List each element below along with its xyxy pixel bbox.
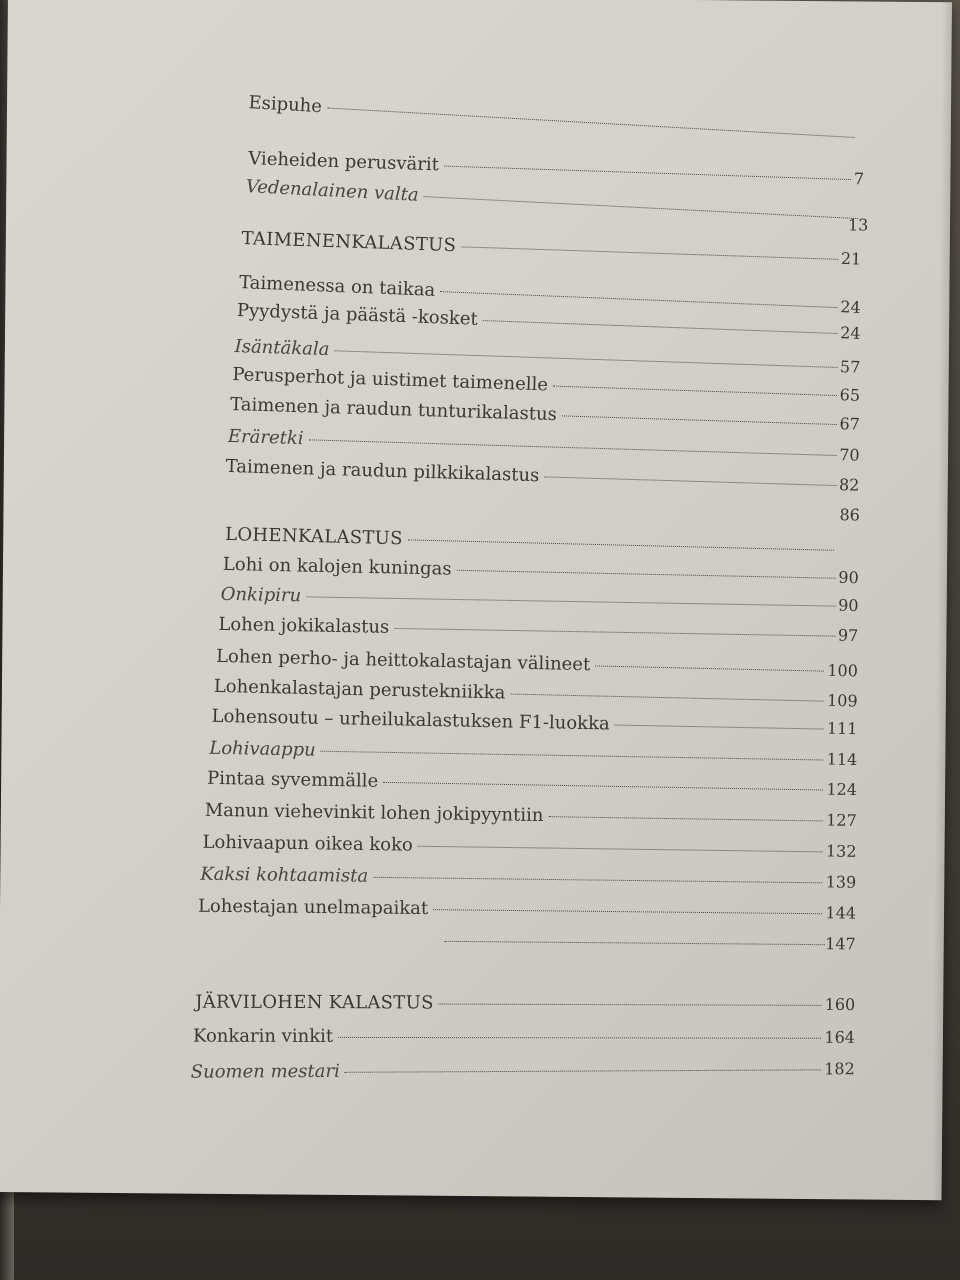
toc-entry [193,1026,855,1049]
toc-entry-title: Lohivaappu [209,737,316,761]
toc-entry-title: Vieheiden perusvärit [247,148,440,176]
toc-entry [223,554,859,589]
toc-entry [205,800,857,832]
toc-entry-page: 24 [839,323,861,343]
toc-entry-title: Manun viehevinkit lohen jokipyyntiin [204,799,544,827]
toc-entry [209,738,857,771]
toc-entry-page: 147 [825,934,856,954]
toc-dot-leader [424,196,859,219]
toc-entry-page: 124 [826,779,858,800]
toc-entry-page: 144 [825,903,857,923]
toc-entry [207,768,857,801]
toc-entry [200,864,856,894]
toc-dot-leader [383,782,823,791]
toc-entry-title: Vedenalainen valta [245,176,420,206]
toc-entry-title: Lohivaapun oikea koko [202,831,413,856]
toc-entry [191,1058,855,1083]
toc-entry-title: Taimenen ja raudun pilkkikalastus [225,455,540,487]
toc-entry-page: 160 [824,994,856,1014]
toc-entry-page: 82 [838,475,860,495]
toc-dot-leader [433,909,822,914]
toc-dot-leader [457,570,836,579]
toc-entry-page: 70 [839,445,860,465]
toc-entry-title: TAIMENENKALASTUS [241,228,457,257]
toc-entry-page: 109 [826,690,858,711]
toc-dot-leader [345,1069,821,1072]
toc-entry-title: Eräretki [227,425,304,450]
toc-entry-page: 111 [826,718,858,739]
toc-dot-leader [461,246,838,259]
toc-dot-leader [553,386,837,396]
toc-entry-title: Suomen mestari [190,1060,340,1083]
toc-entry [198,896,856,925]
toc-entry-page: 139 [825,872,857,892]
toc-dot-leader [334,350,837,368]
toc-dot-leader [483,320,838,334]
toc-dot-leader [544,476,836,486]
toc-dot-leader [327,107,855,138]
toc-entry-title: Lohen perho- ja heittokalastajan välineet [215,645,591,676]
toc-entry-title: Lohen jokikalastus [218,613,390,638]
toc-entry-page: 65 [839,385,861,405]
toc-entry-title: Konkarin vinkit [192,1025,334,1047]
toc-dot-leader [418,846,823,853]
toc-dot-leader [321,751,824,761]
toc-entry-page: 67 [839,414,861,434]
toc-entry-page: 7 [853,169,865,189]
toc-dot-leader [444,166,851,180]
toc-entry-title: Isäntäkala [234,335,330,361]
toc-dot-leader [562,415,837,425]
toc-dot-leader [306,596,835,606]
toc-dot-leader [394,628,835,637]
toc-entry-title: Lohensoutu – urheilukalastuksen F1-luokka [211,705,610,735]
toc-entry-title: LOHENKALASTUS [224,523,404,550]
toc-dot-leader [615,725,824,730]
toc-dot-leader [338,1037,821,1039]
toc-entry [440,930,856,956]
toc-dot-leader [548,816,823,821]
toc-dot-leader [595,665,824,671]
toc-entry-page: 164 [824,1027,856,1047]
toc-entry-page: 90 [838,595,859,616]
toc-entry-title: Lohenkalastajan perustekniikka [213,675,506,704]
toc-entry-page: 24 [839,297,862,317]
toc-entry [211,706,857,740]
toc-entry [220,584,858,617]
toc-dot-leader [440,291,837,308]
toc-entry [216,646,858,683]
toc-dot-leader [408,539,834,550]
toc-entry [218,614,858,647]
toc-entry-page: 182 [824,1059,855,1079]
toc-dot-leader [510,694,824,702]
toc-section-heading [241,228,861,271]
toc-entry-page: 127 [826,810,857,830]
toc-entry-page: 57 [839,357,861,377]
toc-entry-title: Lohestajan unelmapaikat [197,895,429,920]
toc-entry-page: 114 [826,749,858,770]
toc-entry-page: 97 [837,625,859,646]
toc-entry-title: Lohi on kalojen kuningas [222,553,452,580]
toc-entry-title: Taimenen ja raudun tunturikalastus [229,393,558,426]
toc-entry [202,832,856,863]
toc-entry-title: Taimenessa on taikaa [238,272,436,301]
toc-section-heading [195,992,855,1016]
toc-entry-title: Perusperhot ja uistimet taimenelle [232,363,549,396]
toc-entry-title: Esipuhe [247,92,323,118]
toc-dot-leader [308,439,836,456]
toc-entry-page: 100 [827,660,859,681]
toc-entry-title: Pyydystä ja päästä -kosket [236,300,479,330]
toc-entry-page: 132 [825,841,857,861]
toc-entry-title: Pintaa syvemmälle [206,767,379,792]
toc-entry-page: 21 [840,248,862,269]
toc-page-number: 13 [847,215,869,235]
toc-entry-title: JÄRVILOHEN KALASTUS [195,991,434,1014]
toc-dot-leader [439,1004,822,1006]
toc-dot-leader [445,941,825,945]
toc-page-number: 86 [839,505,860,525]
toc-entry-page: 90 [838,567,859,588]
toc-entry-title: Onkipiru [220,583,302,607]
toc-entry [248,92,858,148]
toc-dot-leader [373,877,823,883]
toc-entry-title: Kaksi kohtaamista [200,863,369,887]
